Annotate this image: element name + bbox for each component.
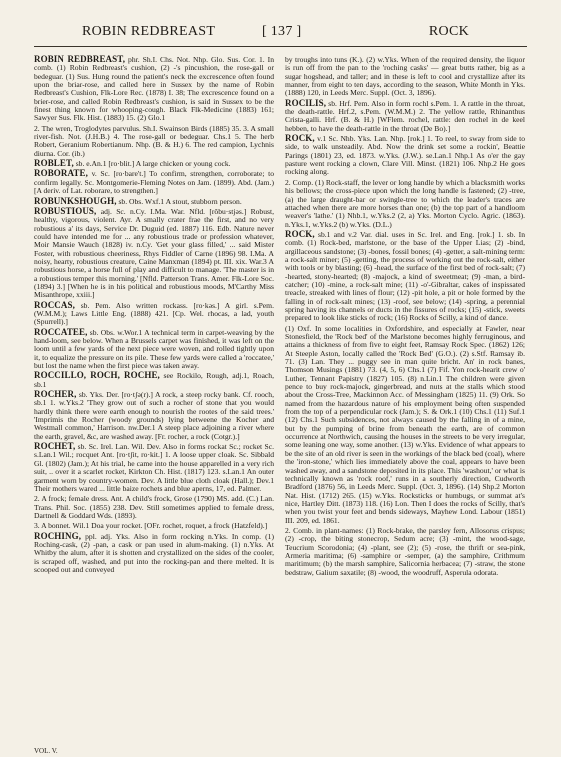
header-left-word: ROBIN REDBREAST (82, 24, 216, 39)
entry-definition: v.1 Sc. Nhb. Yks. Lan. Nhp. [rok.] 1. To reel, to sway from side to side, to walk unsteadily. Abd. Now the drink set some a rockin', Beattie Parings (1801) 23, ed. 1873. w.Yks. (J.W.). se.Lan.1 Nhp.1 As o'er the gay pasture went rocking a clown, Clare Vill. Minst. (1821) 106. Nhp.2 He goes rocking along. (285, 134, 525, 177)
entry-headword: ROBUSTIOUS, (34, 205, 97, 216)
dictionary-entry (285, 178, 525, 229)
entry-headword: ROCK, (285, 228, 315, 239)
entry-definition: sb. Obs. w.Wor.1 A technical term in carpet-weaving by the hand-loom, see below. When a Brussels carpet was finished, it was left on the loom until a few yards of the next piece were woven, and rolled tightly upon it, to equalize the pressure on its pile. These few yards were called a 'roccatee,' but lost the name when the first piece was taken away. (34, 327, 274, 371)
volume-catchword: VOL. V. (34, 747, 58, 755)
dictionary-entry (285, 230, 525, 323)
entry-headword: ROCHING, (34, 530, 82, 541)
dictionary-entry (285, 324, 525, 525)
dictionary-entry (34, 532, 274, 575)
dictionary-entry (285, 99, 525, 133)
entry-definition: 2. A frock; female dress. Ant. A child's frock, Grose (1790) MS. add. (C.) Lan. Trans. Phil. Soc. (1855) 238. Dev. Still sometimes applied to female dress, Dartnell & Goddard Wds. (1893). (34, 494, 274, 520)
entry-definition: 3. A bonnet. Wil.1 Doa your rocket. [OFr. rochet, roquet, a frock (Hatzfeld).] (34, 521, 268, 531)
entry-definition: sb. e.An.1 [ro·blit.] A large chicken or young cock. (73, 159, 231, 169)
entry-headword: ROCCAS, (34, 299, 75, 310)
dictionary-entry (34, 521, 274, 530)
entry-definition: (1) Oxf. In some localities in Oxfordshire, and especially at Fawler, near Stonesfield, the 'Rock bed' of the Marlstone becomes highly ferruginous, and attains a thickness of from five to eight feet, Ramsay Rock Spec. (1862) 126; At Steeple Aston, locally called the 'Rock Bed' (G.O.). (2) s.Stf. Ramsay ib. 71. (3) Lan. They ... puggy see in man quite bricht. An' in rock banes, Thomson Musings (1881) 73. (4, 5, 6) Chs.1 (7) Fif. Yon rock-hearit crew o' Luther, Tennant Papistry (1827) 105. (8) n.Lin.1 The children were given pence to buy rock-majock, gingerbread, and nuts at the stalls which stood about the Cross-Tree, Mackinnon Acc. of Messingham (1825) 11. (9) Ork. So named from the hazardous nature of his employment being often suspended from the top of a perpendicular rock (Jam.); S. & Ork.1 (10) Chs.1 (11) Suf.1 (12) Chs.1 Such subsidences, not always caused by the falling in of a mine, but by the pumping of brine from beneath the earth, are of common occurrence at Northwich, causing the houses in the streets to be very irregular, some leaning one way, some another. (13) w.Yks. Evidence of what appears to be the site of an old river is seen in the workings of the black bed (coal), where the 'iron-stone,' which lies immediately above the coal, appears to have been washed away, and a sandstone deposited in its place. This 'washout,' or what is technically known as 'rock roof,' runs in a southerly direction, Cudworth Bradford (1876) 56, in Leeds Merc. Suppl. (Oct. 3, 1896). (14) Shp.2 Morton Nat. Hist. (1712) 265. (15) w.Yks. Rocksticks or humbugs, or summat at's nice, Hartley Ditt. (1873) 118. (16) Lon. Then I does the rocks of Scilly, that's when you twist your feet and bends sideways, Mayhew Lond. Labour (1851) III. 209, ed. 1861. (285, 323, 525, 525)
right-column (285, 55, 525, 745)
dictionary-entry (34, 371, 274, 389)
dictionary-entry (34, 159, 274, 168)
entry-definition: 2. Comp. (1) Rock-staff, the lever or long handle by which a blacksmith works his bellows; the cross-piece upon which the long handle is fastened; (2) -tree, (a) the large draught-bar or swingle-tree to which the leader's traces are attached when there are more horses than one; (b) the top part of a handloom weaver's 'lathe.' (1) Nhb.1, w.Yks.2 (2, a) Yks. Morton Cyclo. Agric. (1863). n.Yks.1, w.Yks.2 (b) w.Yks. (D.L.) (285, 177, 525, 229)
dictionary-entry (34, 55, 274, 123)
entry-headword: ROCILIS, (285, 97, 327, 108)
entry-definition: 2. The wren, Troglodytes parvulus. Sh.I. Swainson Birds (1885) 35. 3. A small river-fish. Not. (J.H.B.) 4. The rose-gall or bedeguar. Chs.1 5. The herb Robert, Geranium Robertianum. Nhp. (B. & H.) 6. The red campion, Lychnis diurna. Cor. (ib.) (34, 123, 274, 158)
dictionary-entry (285, 526, 525, 577)
entry-definition: sb. Obs. Wxf.1 A stout, stubborn person. (116, 196, 242, 206)
entry-definition: ppl. adj. Yks. Also in form rocking n.Yks. In comp. (1) Roching-cask, (2) -pan, a cask or pan used in alum-making. (1) n.Yks. At Whitby the alum, after it is shotten and crystallized on the sides of the cooler, is scraped off, washed, and put into the rocking-pan and there melted. It is scooped out and conveyed (34, 531, 274, 574)
entry-definition: v. Sc. [ro·bare't.] To confirm, strengthen, corroborate; to confirm legally. Sc. Montgomerie-Fleming Notes on Jam. (1899). Abd. (Jam.) [A deriv. of Lat. roborare, to strengthen.] (34, 169, 274, 196)
dictionary-entry (34, 197, 274, 206)
entry-headword: ROCCILLO, ROCH, ROCHE, (34, 370, 160, 381)
entry-headword: ROCHET, (34, 441, 76, 452)
entry-headword: ROBIN REDBREAST, (34, 55, 126, 64)
dictionary-entry (34, 301, 274, 327)
entry-headword: ROBLET, (34, 158, 74, 169)
entry-definition: sb. Sc. Irel. Lan. Wil. Dev. Also in forms rockat Sc.; rocket Sc. s.Lan.1 Wil.; rocquet Ant. [ro·tʃit, ro·kit.] 1. A loose upper cloak. Sc. Sibbald Gl. (1802) (Jam.); At his trial, he came into the house apparelled in a very rich suit, .. over it a scarlet rocket, Kirkton Ch. Hist. (1817) 123. s.Lan.1 An outer garment worn by country-women. Dev. A little blue cloth cloak (Hall.); Dev.1 Their mothers wared ... little baize rochets and blue aperns, 17, ed. Palmer. (34, 442, 274, 493)
entry-headword: ROCCATEE, (34, 326, 88, 337)
entry-definition: adj. Sc. n.Cy. I.Ma. War. Nfld. [rŏbu·stjəs.] Robust, healthy, vigorous, violent. Ayr. A smally crater frae the first, and no very robustious a' its days, Service Dr. Duguid (ed. 1887) 116. Edb. Nature never could have intended me for ... any robustious trade or profession whatever, Moir Mansie Wauch (1828) iv. n.Cy. 'Get your glass filled,' ... said Mister Foster, with robustious cheeriness, Rhys Fiddler of Carne (1896) 98. I.Ma. A noisy, hearty, robustious creature, Caine Manxman (1894) pt. III. xix. War.3 A robustious horse, a horse full of play and difficult to manage. 'The master is in a robustious temper this morning.' [Nfld. Patterson Trans. Amer. Flk-Lore Soc. (1894) 3.] [When he is in his political and robustious moods, M'Carthy Miss Misanthrope, xxiii.] (34, 206, 274, 300)
entry-definition: see Rockilo, Rough, adj.1, Roach, sb.1 (34, 371, 274, 389)
entry-definition: sb. Pem. Also written rockass. [ro·kəs.] A girl. s.Pem. (W.M.M.); Laws Little Eng. (1888) 421. [Cp. Wel. rhocas, a lad, youth (Spurrell).] (34, 300, 274, 327)
dictionary-entry (285, 55, 525, 98)
entry-headword: ROBUNKSHOUGH, (34, 195, 117, 206)
running-header (34, 20, 527, 47)
dictionary-entry (34, 442, 274, 493)
dictionary-entry (34, 207, 274, 300)
entry-definition: sb. Hrf. Pem. Also in form rochl s.Pem. 1. A rattle in the throat, the death-rattle. Hrf.2, s.Pem. (W.M.M.) 2. The yellow rattle, Rhinanthus Crista-galli. Hrf. (B. & H.) [WFlem. rochel, rattle: den rochel in de keel hebben, to have the death-rattle in the throat (De Bo).] (285, 98, 525, 133)
dictionary-entry (285, 134, 525, 177)
dictionary-entry (34, 124, 274, 158)
entry-headword: ROCK, (285, 133, 315, 144)
dictionary-entry (34, 494, 274, 520)
entry-headword: ROBORATE, (34, 168, 88, 179)
entry-definition: by troughs into tuns (K.). (2) w.Yks. When of the required density, the liquor is run off from the pan to the 'roching casks' — great butts rather, big as a sugar hogshead, and taller; and in these is left to cool and crystallize after its manner, from eight to ten days, according to the season, White Month in Yks. (1888) 120, in Leeds Merc. Suppl. (Oct. 3, 1896). (285, 55, 525, 98)
left-column (34, 55, 274, 745)
entry-definition: sb. Yks. Der. [ro·tʃə(r).] A rock, a steep rocky bank. Cf. rooch, sb.1 1. w.Yks.2 'They grow out of such a rocher of stone that you would hardly think there were earth enough to nourish the rootes of the said trees.' 'Imprimis the Rocher (woody grounds) lying betweene the Kocher and Westmall common,' Harrison. nw.Der.1 A steep place adjoining a river where the earth, gravel, &c, are washed away. [Fr. rocher, a rock (Cotgr.).] (34, 390, 274, 441)
header-right-word: ROCK (428, 24, 469, 39)
dictionary-entry (34, 169, 274, 195)
dictionary-entry (34, 328, 274, 371)
entry-definition: 2. Comb. in plant-names: (1) Rock-brake, the parsley fern, Allosorus crispus; (2) -crop, the biting stonecrop, Sedum acre; (3) -mint, the wood-sage, Teucrium Scorodonia; (4) -plant, see (2); (5) -rose, the thrift or sea-pink, Armeria maritima; (6) -samphire or -semper, (a) the samphire, Crithmum maritimum; (b) the marsh samphire, Salicornia herbacea; (7) -straw, the stone bedstraw, Galium saxatile; (8) -wood, the woodruff, Asperula odorata. (285, 525, 525, 577)
page-number: [ 137 ] (262, 24, 302, 39)
entry-headword: ROCHER, (34, 389, 77, 400)
dictionary-entry (34, 390, 274, 441)
entry-definition: phr. Sh.I. Chs. Not. Nhp. Glo. Sus. Cor. 1. In comb. (1) Robin Redbreast's cushion, (2) -'s pincushion, the rose-gall or bedeguar. (1) Sus. Hung round the patient's neck the excrescence often found upon the briar-rose, and called here in Sussex by the name of Robin Redbreast's Cushion, Flk-Lore Rec. (1878) I. 38; The excrescence found on a brier-rose, and called Robin Redbreast's cushion, is said in Sussex to be the finest thing known for whooping-cough. Black Flk-Medicine (1883) 161; Sawyer Sus. Flk. Hist. (1883) 15. (2) Glo.1 (34, 55, 274, 123)
entry-definition: sb.1 and v.2 Var. dial. uses in Sc. Irel. and Eng. [rok.] 1. sb. In comb. (1) Rock-bed, marlstone, or the base of the Upper Lias; (2) -bind, argillaceous sandstone; (3) -bones, fossil bones; (4) -getter, a salt-mining term: a rock-salt miner; (5) -getting, the process of working out the rock-salt, either with tools or by blasting; (6) -head, the surface of the first bed of rock-salt; (7) -hearted, stony-hearted; (8) -majock, a kind of sweetmeat; (9) -man, a bird-catcher; (10) -mine, a rock-salt mine; (11) -o'-Gibraltar, cakes of inspissated treacle, streaked with lines of flour; (12) -pit hole, a pit or hole formed by the falling in of rock-salt mines; (13) -roof, see below; (14) -spring, a perennial spring having its channels or ducts in the fissures of rocks; (15) -stick, sweets prepared to look like sticks of rock; (16) Rocks of Scilly, a kind of dance. (285, 229, 525, 323)
